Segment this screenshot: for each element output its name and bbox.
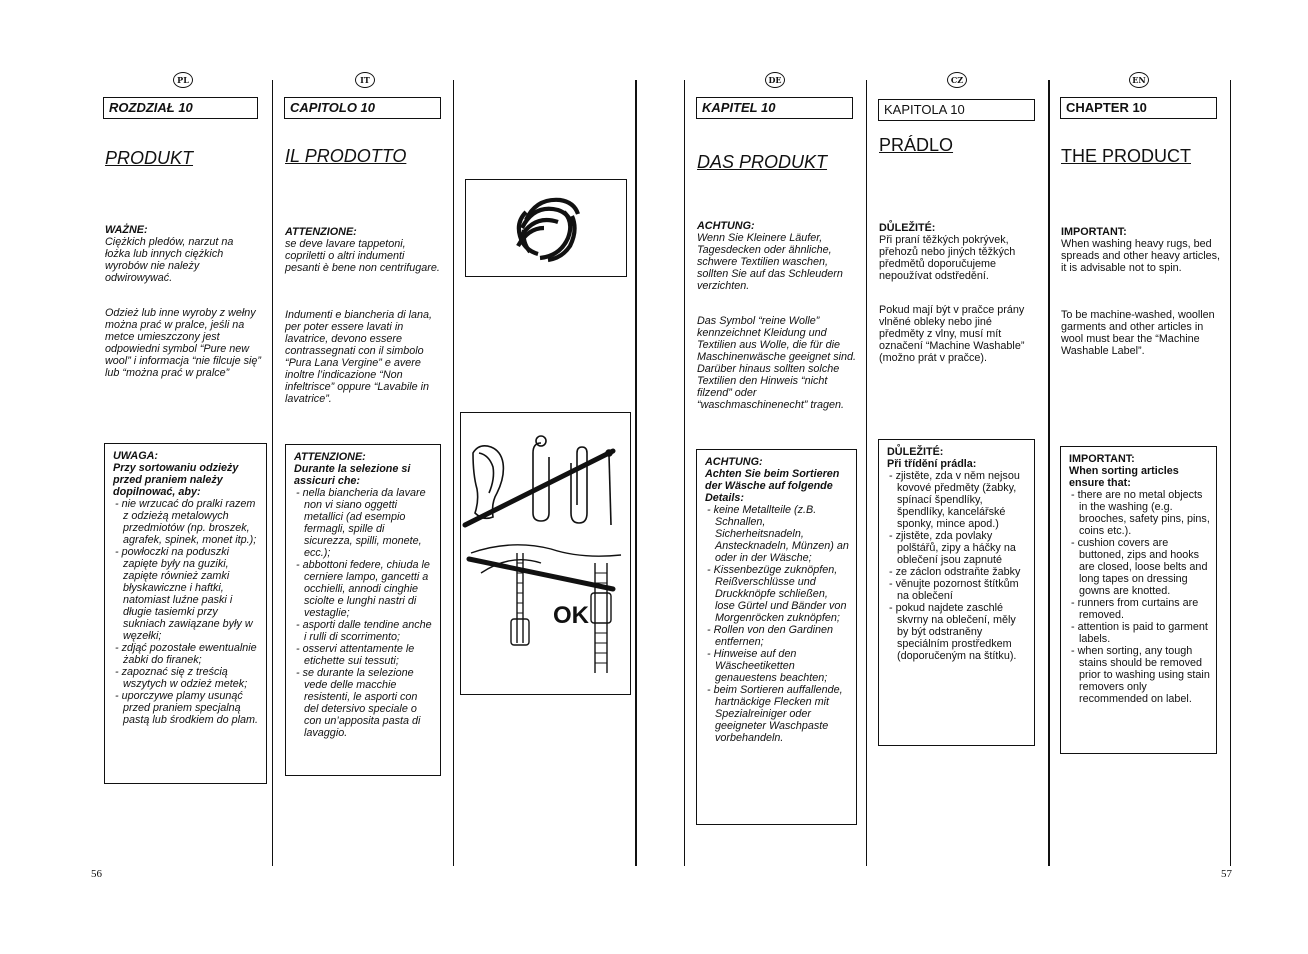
list-item: - when sorting, any tough stains should be removed prior to washing using stain removers only recommended on label. [1071, 645, 1210, 705]
column-divider [866, 80, 867, 866]
important-head-pl: WAŻNE: [105, 224, 148, 236]
section-title-it: IL PRODOTTO [285, 146, 407, 166]
language-badge-en: EN [1129, 72, 1149, 88]
wool-text-de: Das Symbol “reine Wolle” kennzeichnet Kleidung und Textilien aus Wolle, die für die Maschinenwäsche geeignet sind. Darüber hinaus sollten solche Textilien den Hinweis “nicht filzend” oder “waschmaschinenecht” tragen. [697, 315, 857, 411]
section-title-cz: PRÁDLO [879, 135, 954, 155]
column-divider [272, 80, 273, 866]
list-item: - zapoznać się z treścią wszytych w odzież metek; [115, 666, 248, 690]
section-title-en: THE PRODUCT [1061, 146, 1191, 166]
list-item: - uporczywe plamy usunąć przed praniem specjalną pastą lub środkiem do plam. [115, 690, 259, 726]
column-divider [684, 80, 685, 866]
wool-text-en: To be machine-washed, woollen garments and other articles in wool must bear the “Machine Washable Label”. [1061, 309, 1215, 357]
important-note-en [1061, 226, 1221, 274]
box-list-de [705, 504, 850, 744]
box-list-en [1069, 489, 1210, 705]
section-title-pl: PRODUKT [105, 148, 194, 168]
chapter-heading-en: CHAPTER 10 [1060, 97, 1217, 119]
list-item: - se durante la selezione vede delle macchie resistenti, le asporti con del detersivo speciale o con un’apposita pasta di lavaggio. [296, 667, 421, 739]
box-list-cz [887, 470, 1028, 662]
page-number-left: 56 [91, 868, 102, 880]
box-subhead-pl: Przy sortowaniu odzieży przed praniem należy dopilnować, aby: [113, 462, 239, 498]
box-head-de: ACHTUNG: [705, 456, 763, 468]
list-item: - attention is paid to garment labels. [1071, 621, 1208, 645]
language-badge-it: IT [355, 72, 375, 88]
list-item: - zjistěte, zda v něm nejsou kovové předměty (žabky, spínací špendlíky, špendlíky, kancelářské sponky, mince apod.) [889, 470, 1020, 530]
warning-box-cz [878, 439, 1035, 746]
list-item: - keine Metallteile (z.B. Schnallen, Sicherheitsnadeln, Anstecknadeln, Münzen) an oder in der Wäsche; [707, 504, 849, 564]
ok-label: OK [553, 602, 589, 629]
important-head-cz: DŮLEŽITÉ: [879, 222, 936, 234]
list-item: - ze záclon odstraňte žabky [889, 566, 1021, 578]
list-item: - asporti dalle tendine anche i rulli di scorrimento; [296, 619, 432, 643]
list-item: - Rollen von den Gardinen entfernen; [707, 624, 834, 648]
chapter-heading-pl: ROZDZIAŁ 10 [103, 97, 258, 119]
wool-text-pl: Odzież lub inne wyroby z wełny można prać w pralce, jeśli na metce umieszczony jest odpowiedni symbol “Pure new wool” i informacja “nie filcuje się” lub “można prać w pralce” [105, 307, 262, 379]
list-item: - abbottoni federe, chiuda le cerniere lampo, gancetti a occhielli, annodi cinghie sciolte e lunghi nastri di vestaglie; [296, 559, 430, 619]
list-item: - osservi attentamente le etichette sui tessuti; [296, 643, 415, 667]
box-subhead-de: Achten Sie beim Sortieren der Wäsche auf folgende Details: [705, 468, 840, 504]
box-head-cz: DŮLEŽITÉ: [887, 446, 944, 458]
box-subhead-it: Durante la selezione si assicuri che: [294, 463, 411, 487]
wool-symbol-illustration [465, 179, 627, 277]
box-list-pl [113, 498, 260, 726]
metal-objects-and-zipper-icon [461, 413, 630, 694]
box-list-it [294, 487, 434, 739]
list-item: - nie wrzucać do pralki razem z odzieżą metalowych przedmiotów (np. broszek, agrafek, spinek, monet itp.); [115, 498, 257, 546]
box-head-en: IMPORTANT: [1069, 453, 1135, 465]
language-badge-pl: PL [173, 72, 193, 88]
wool-text-it: Indumenti e biancheria di lana, per poter essere lavati in lavatrice, devono essere contrassegnati con il simbolo “Pura Lana Vergine” e avere inoltre l’indicazione “Non infeltrisce” oppure “Lavabile in lavatrice”. [285, 309, 433, 405]
warning-box-pl [104, 443, 267, 784]
column-divider [453, 80, 454, 866]
important-head-de: ACHTUNG: [697, 220, 755, 232]
important-text-it: se deve lavare tappetoni, copriletti o altri indumenti pesanti è bene non centrifugare. [285, 238, 440, 274]
box-head-it: ATTENZIONE: [294, 451, 366, 463]
list-item: - Kissenbezüge zuknöpfen, Reißverschlüsse und Druckknöpfe schließen, lose Gürtel und Bänder von Morgenröcken zuknöpfen; [707, 564, 847, 624]
box-subhead-cz: Při třídění prádla: [887, 458, 977, 470]
list-item: - powłoczki na poduszki zapięte były na guziki, zapięte również zamki błyskawiczne i haftki, natomiast luźne paski i długie tasiemki przy sukniach zawiązane były w węzełki; [115, 546, 253, 642]
important-text-en: When washing heavy rugs, bed spreads and other heavy articles, it is advisable not to spin. [1061, 238, 1221, 274]
list-item: - there are no metal objects in the washing (e.g. brooches, safety pins, pins, coins etc.). [1071, 489, 1210, 537]
important-text-cz: Při praní těžkých pokrývek, přehozů nebo jiných těžkých předmětů doporučujeme nepoužívat odstředění. [879, 234, 1016, 282]
sorting-illustration [460, 412, 631, 695]
warning-box-de [696, 449, 857, 825]
important-note-it [285, 226, 441, 274]
list-item: - nella biancheria da lavare non vi siano oggetti metallici (ad esempio fermagli, spille di sicurezza, spilli, monete, ecc.); [296, 487, 426, 559]
warning-box-it [285, 444, 441, 776]
chapter-heading-de: KAPITEL 10 [696, 97, 853, 119]
important-text-de: Wenn Sie Kleinere Läufer, Tagesdecken oder ähnliche, schwere Textilien waschen, sollten Sie auf das Schleudern verzichten. [697, 232, 843, 292]
list-item: - Hinweise auf den Wäscheetiketten genauestens beachten; [707, 648, 828, 684]
wool-mark-icon [466, 180, 626, 276]
list-item: - zjistěte, zda povlaky polštářů, zipy a háčky na oblečení jsou zapnuté [889, 530, 1016, 566]
chapter-heading-it: CAPITOLO 10 [284, 97, 441, 119]
important-text-pl: Ciężkich pledów, narzut na łożka lub innych ciężkich wyrobów nie należy odwirowywać. [105, 236, 234, 284]
list-item: - beim Sortieren auffallende, hartnäckige Flecken mit Spezialreiniger oder geeigneter Waschpaste vorbehandeln. [707, 684, 843, 744]
section-title-de: DAS PRODUKT [697, 152, 828, 172]
important-note-de [697, 220, 859, 292]
list-item: - pokud najdete zaschlé skvrny na oblečení, měly by být odstraněny speciálním prostředkem (doporučeným na štítku). [889, 602, 1017, 662]
chapter-heading-cz: KAPITOLA 10 [878, 99, 1035, 121]
important-note-pl [105, 224, 261, 284]
language-badge-de: DE [765, 72, 785, 88]
important-note-cz [879, 222, 1039, 282]
important-head-it: ATTENZIONE: [285, 226, 357, 238]
list-item: - cushion covers are buttoned, zips and hooks are closed, loose belts and long tapes on dressing gowns are knotted. [1071, 537, 1208, 597]
page-divider [635, 80, 637, 866]
column-divider [1048, 80, 1050, 866]
list-item: - runners from curtains are removed. [1071, 597, 1199, 621]
wool-text-cz: Pokud mají být v pračce prány vlněné obleky nebo jiné předměty z vlny, musí mít označení “Machine Washable” (možno prát v pračce). [879, 304, 1025, 364]
page-number-right: 57 [1221, 868, 1232, 880]
language-badge-cz: CZ [947, 72, 967, 88]
important-head-en: IMPORTANT: [1061, 226, 1127, 238]
column-divider [1230, 80, 1231, 866]
list-item: - zdjąć pozostałe ewentualnie żabki do firanek; [115, 642, 257, 666]
list-item: - věnujte pozornost štítkům na oblečení [889, 578, 1019, 602]
box-head-pl: UWAGA: [113, 450, 158, 462]
box-subhead-en: When sorting articles ensure that: [1069, 465, 1179, 489]
warning-box-en [1060, 446, 1217, 754]
